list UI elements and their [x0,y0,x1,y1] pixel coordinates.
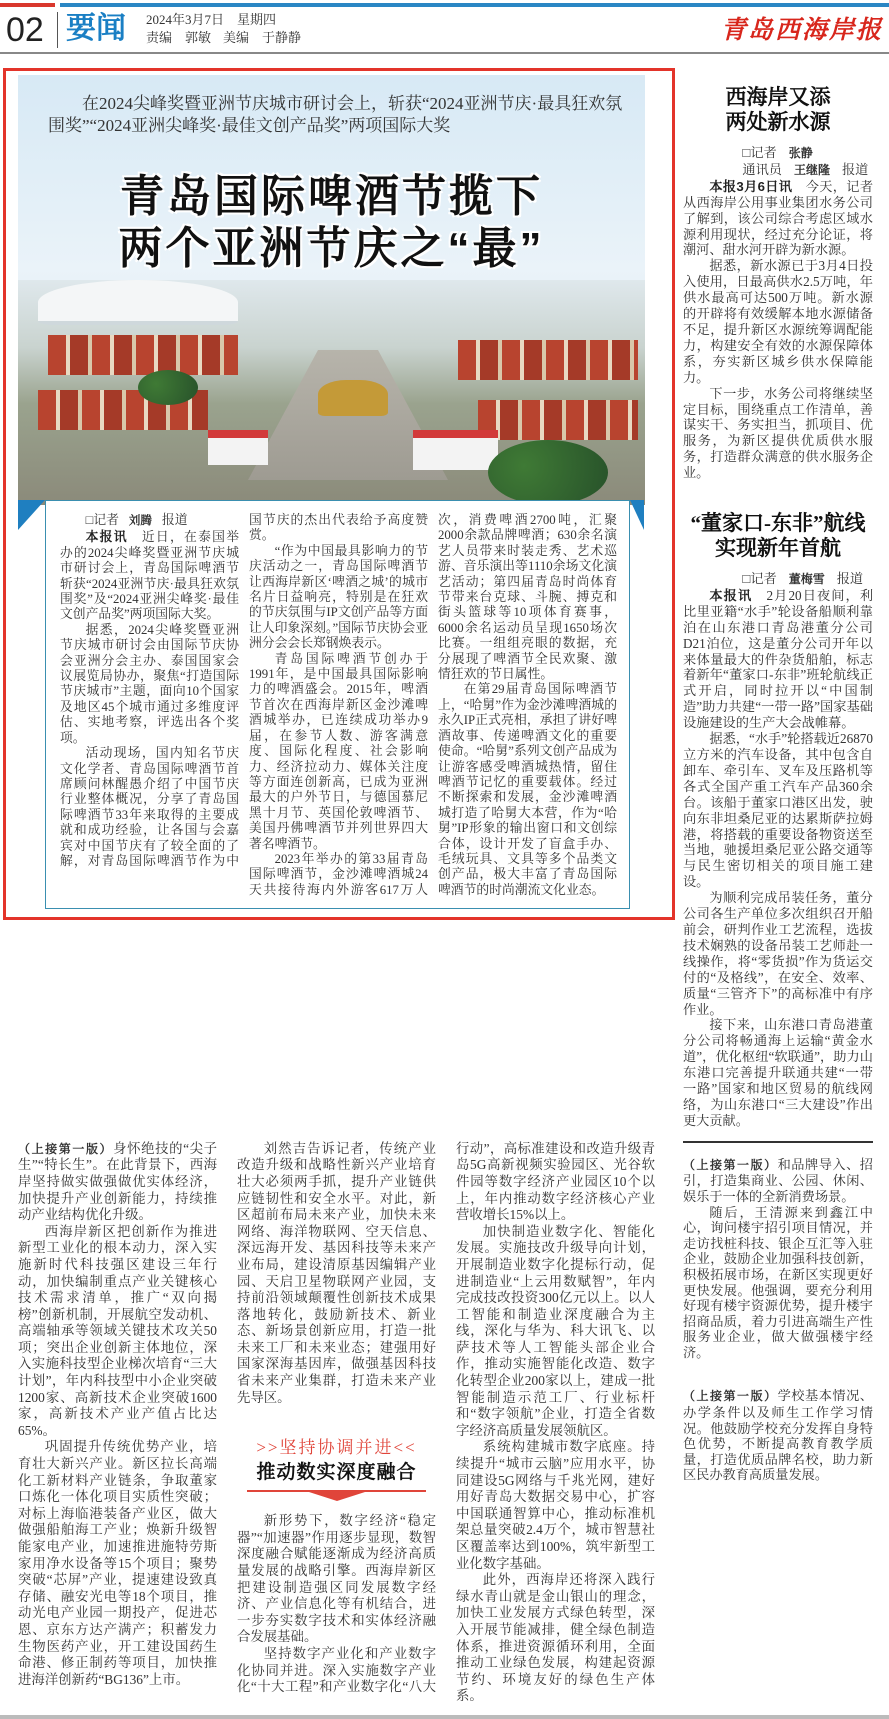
feature-body [60,513,617,898]
paragraph: 据悉，2024尖峰奖暨亚洲节庆城市研讨会由国际节庆协会亚洲分会主办、泰国国家会议展览局协办，聚焦“打造国际节庆城市”主题，面向10个国家及地区45个城市通过多维度评估、实地考察，评选出各个奖项。 [60,622,239,745]
paragraph: 系统构建城市数字底座。持续提升“城市云脑”应用水平，协同建设5G网络与千兆光网，建好用好青岛大数据交易中心，扩容中国联通智算中心，推动标准机架总量突破2.4万个，城市智慧社区覆盖率达到100%，筑牢新型工业化数字基础。 [456,1439,655,1571]
editor: 责编 郭敏 [146,30,212,45]
continued-tag: （上接第一版） [683,1389,778,1404]
byline-prefix: □记者 [742,145,777,160]
section-title: 要闻 [66,12,126,45]
paragraph: 新形势下，数字经济“稳定器”“加速器”作用逐步显现，数智深度融合赋能逐渐成为经济高质量发展的战略引擎。西海岸新区把建设制造强区同发展数字经济、产业信息化等有机结合，进一步夯实数字技术和实体经济融合发展基础。 [237,1513,436,1645]
water-article [683,85,873,481]
paragraph [683,1388,873,1483]
subhead-kicker: >>坚持协调并进<< [256,1438,417,1458]
subhead [237,1436,436,1501]
top-section [3,68,889,1129]
paragraph: 为顺利完成吊装任务，董分公司各生产单位多次组织召开船前会，研判作业工艺流程，选拔技术娴熟的设备吊装工艺师赴一线操作，将“零货损”作为货运交付的“及格线”，在安全、效率、质量“三管齐下”的高标准中有序作业。 [683,890,873,1017]
feature-byline [60,513,239,529]
paragraph-text: 今天，记者从西海岸公用事业集团水务公司了解到，该公司综合考虑区域水源利用现状，经过充分论证，将潮河、甜水河开辟为新水源。 [683,178,874,258]
corner-triangle-left [18,500,45,530]
correspondent-name: 王继隆 [793,162,830,177]
tree-cluster [488,440,608,505]
paragraph: 据悉，新水源已于3月4日投入使用，日最高供水2.5万吨，年供水最高可达500万吨。新水源的开辟将有效缓解本地水源储备不足，提升新区水源统筹调配能力，构建安全有效的水源保障体系，夯实新区城乡供水保障能力。 [683,258,873,385]
feature-headline [18,171,645,275]
roofs-left [48,335,238,375]
issue-date: 2024年3月7日 星期四 [146,12,277,27]
tent-left [208,430,268,465]
dateline: 本报讯 [85,529,128,545]
paragraph: “作为中国最具影响力的节庆活动之一，青岛国际啤酒节让西海岸新区‘啤酒之城’的城市名片日益响亮，特别是在狂欢的节庆氛围与IP文创产品等方面让人印象深刻。”国际节庆协会亚洲分会会长郑钢焕表示。 [249,543,428,651]
paragraph-text: 和品牌导入、招引，打造集商业、公园、休闲、娱乐于一体的全新消费场景。 [683,1156,873,1204]
byline-suffix: 报道 [836,571,864,587]
byline-suffix: 报道 [161,513,188,527]
paragraph: 巩固提升传统优势产业，培育壮大新兴产业。新区拉长高端化工新材料产业链条，争取董家口炼化一体化项目实质性突破；对标上海临港装备产业区，做大做强船舶海工产业；焕新升级智能家电产业，加速推进施特劳斯家用净水设备等15个项目；聚势突破“芯屏”产业，提速建设致真存储、融安光电等18个项目，推动光电产业园一期投产，促进芯恩、京东方达产满产；积蓄发力生物医药产业，开工建设国药生命港、修正制药等项目，加快推进海洋创新药“BG136”上市。 [18,1439,217,1687]
reporter-name: 董梅雪 [788,572,825,587]
paragraph-text: 学校基本情况、办学条件以及师生工作学习情况。他鼓励学校充分发挥自身特色优势，不断提高教育教学质量，打造优质品牌名校，助力新区民办教育高质量发展。 [683,1388,873,1483]
byline-prefix: □记者 [85,513,119,527]
continued-articles [683,1141,873,1483]
paragraph: 青岛国际啤酒节创办于1991年，是中国最具国际影响力的啤酒盛会。2015年，啤酒节首次在西海岸新区金沙滩啤酒城举办，已连续成功举办9届，在参节人数、游客满意度、国际化程度、社会影响力、经济拉动力、媒体关注度等方面连创新高，已成为亚洲最大的户外节日，与德国慕尼黑十月节、英国伦敦啤酒节、美国丹佛啤酒节并列世界四大著名啤酒节。 [249,651,428,851]
water-byline [683,145,873,162]
dateline: 本报3月6日讯 [709,178,793,194]
designer: 美编 于静静 [223,30,302,45]
paragraph [683,588,873,731]
paragraph: 在第29届青岛国际啤酒节上，“哈舅”作为金沙滩啤酒城的永久IP正式亮相，承担了讲好啤酒故事、传递啤酒文化的重要使命。“哈舅”系列文创产品成为让游客感受啤酒城热情，留住啤酒节记忆的重要载体。经过不断探索和发展，金沙滩啤酒城打造了哈舅大本营，作为“哈舅”IP形象的输出窗口和文创综合体，设计开发了盲盒手办、毛绒玩具、文具等多个品类文创产品，极大丰富了青岛国际啤酒节的时尚潮流文化业态。 [438,682,617,897]
page-number: 02 [6,11,44,49]
reporter-name: 刘腾 [128,515,152,527]
paragraph: 据悉，“水手”轮搭载近26870立方米的汽车设备，其中包含自卸车、牵引车、叉车及压路机等各式全国产重工汽车产品360余台。该船于董家口港区出发，驶向东非坦桑尼亚的达累斯萨拉姆港，将搭载的重要设备物资送至当地，驰援坦桑尼亚公路交通等与民生密切相关的项目施工建设。 [683,731,873,890]
paragraph: 接下来，山东港口青岛港董分公司将畅通海上运输“黄金水道”，优化枢纽“软联通”，助力山东港口完善提升联通共建“一带一路”国家和地区贸易的航线网络，为山东港口“三大建设”作出更大贡献。 [683,1017,873,1128]
paragraph: 随后，王清源来到鑫江中心，询问楼宇招引项目情况，并走访找桩科技、银企互汇等入驻企业，鼓励企业加强科技创新，积极拓展市场，在新区实现更好更快发展。他强调，要充分利用好现有楼宇资源优势，提升楼宇招商品质，着力引进高端生产性服务业企业，做大做强楼宇经济。 [683,1204,873,1360]
paragraph: 刘然吉告诉记者，传统产业改造升级和战略性新兴产业培育壮大必须两手抓，提升产业链供应链韧性和安全水平。对此，新区超前布局未来产业，加快未来网络、海洋物联网、空天信息、深远海开发、基因科技等未来产业布局，建设清原基因编辑产业园、天启卫星物联网产业园，支持前沿领域颠覆性创新技术成果落地转化，鼓励新技术、新业态、新场景创新应用，打造一批未来工厂和未来业态；建强用好国家深海基因库，做强基因科技省未来产业集群，打造未来产业先导区。 [237,1140,436,1405]
top-blue-bar [60,3,889,7]
paragraph [60,529,239,622]
shipping-article [683,511,873,1129]
paragraph-text: 近日，在泰国举办的2024尖峰奖暨亚洲节庆城市研讨会上，青岛国际啤酒节斩获“2024亚洲节庆·最具狂欢氛围奖”及“2024亚洲尖峰奖·最佳文创产品奖”两项国际大奖。 [60,530,240,622]
golden-statue [318,380,388,416]
masthead-logo: 青岛西海岸报 [720,17,883,44]
feature-hero [18,75,645,505]
subhead-title: 推动数实深度融合 [256,1462,417,1484]
shipping-title [683,511,873,561]
tree-cluster-2 [138,370,198,405]
continued-tag: （上接第一版） [18,1141,114,1156]
paragraph-text: 2月20日夜间，利比里亚籍“水手”轮设备船顺利靠泊在山东港口青岛港董分公司D21泊位，这是董分公司开年以来体量最大的件杂货船舶，标志着新年“董家口-东非”班轮航线正式开启，同时拉开以“中国制造”助力共建“一带一路”国家基础设施建设的生产大会战帷幕。 [683,587,874,731]
headline-line-2: 两个亚洲节庆之“最” [118,224,545,273]
paragraph: 此外，西海岸还将深入践行绿水青山就是金山银山的理念，加快工业发展方式绿色转型，深入开展节能减排，健全绿色制造体系，推进资源循环利用，全面推动工业绿色发展，构建起资源节约、环境友好的绿色生产体系。 [456,1572,655,1704]
feature-article-wrap [45,500,630,909]
subhead-arrow-icon [309,1492,365,1501]
title-line: “董家口-东非”航线 [690,511,866,536]
title-line: 两处新水源 [725,110,831,134]
headline-line-1: 青岛国际啤酒节揽下 [120,172,543,221]
paragraph: 下一步，水务公司将继续坚定目标，围绕重点工作清单，善谋实干、务实担当，抓项目、优服务，为新区提供优质供水服务，打造群众满意的供水服务企业。 [683,385,873,481]
continued-article-2 [683,1388,873,1483]
water-title [683,85,873,135]
dateline: 本报讯 [709,587,753,603]
paragraph [683,179,873,259]
paragraph: 坚持数字产业化和产业数字化协同并进。深入实施数字产业化“十大工程”和产业数字化“八大行动”，高标准建设和改造升级青岛5G高新视频实验园区、光谷软件园等数字经济产业园区10个以上，年内推动数字经济核心产业营收增长15%以上。 [237,1140,655,1695]
title-line: 西海岸又添 [725,85,831,109]
paragraph-text: 身怀绝技的“尖子生”“特长生”。在此背景下，西海岸坚持做实做强做优实体经济，加快提升产业创新能力，持续推动产业结构优化升级。 [18,1140,217,1223]
feature-subtitle: 在2024尖峰奖暨亚洲节庆城市研讨会上，斩获“2024亚洲节庆·最具狂欢氛围奖”“2024亚洲尖峰奖·最佳文创产品奖”两项国际大奖 [48,94,623,135]
shipping-byline [683,571,873,588]
paragraph [18,1141,217,1224]
industry-article [18,1141,655,1705]
paragraph: 2023年举办的第33届青岛国际啤酒节，金沙滩啤酒城24天共接待海内外游客617万人次，消费啤酒2700吨，汇聚2000余款品牌啤酒；630余名演艺人员带来时装走秀、艺术巡游、音乐演出等1110余场文化演艺活动；第四届青岛时尚体育节带来台克球、斗腕、搏克和街头篮球等10项体育赛事，6000余名运动员呈现1650场次比赛。一组组亮眼的数据，充分展现了啤酒节全民欢聚、激情狂欢的节日属性。 [249,513,617,897]
header-divider [57,12,58,48]
paragraph: 加快制造业数字化、智能化发展。实施技改升级导向计划，开展制造业数字化提标行动，促进制造业“上云用数赋智”，年内完成技改投资300亿元以上。以人工智能和制造业深度融合为主线，深化与华为、科大讯飞、以萨技术等人工智能头部企业合作，推动实施智能化改造、数字化转型企业200家以上，建成一批智能制造示范工厂、行业标杆和“数字领航”企业，打造全省数字经济高质量发展领航区。 [456,1223,655,1438]
stadium-shape [38,280,238,325]
page-bottom-edge [0,1715,889,1719]
feature-frame [3,68,675,920]
byline-suffix: 报道 [841,161,869,177]
feature-article [45,500,630,909]
title-line: 实现新年首航 [715,536,841,561]
paragraph: 活动现场，国内知名节庆文化学者、青岛国际啤酒节首席顾问林醒愚介绍了中国节庆行业整体概况，分享了青岛国际啤酒节33年来取得的主要成就和成功经验，让各国与会嘉宾对中国节庆有了较全面的了解，对青岛国际啤酒节作为中国节庆的杰出代表给予高度赞赏。 [60,513,428,868]
roofs-right-2 [478,400,638,440]
continued-tag: （上接第一版） [683,1157,778,1172]
water-byline-2 [683,162,873,179]
byline-prefix: □记者 [742,571,777,587]
header-rule [0,52,889,54]
reporter-name: 张静 [788,146,813,160]
continued-article-1 [683,1157,873,1361]
issue-meta [146,11,313,47]
corner-triangle-right [630,500,644,530]
top-red-bar [0,3,55,7]
beer-festival-photo [18,280,645,505]
paragraph [683,1157,873,1205]
paragraph: 西海岸新区把创新作为推进新型工业化的根本动力，深入实施新时代科技强区建设三年行动，加快编制重点产业关键核心技术需求清单，推广“双向揭榜”创新机制，开展航空发动机、高端轴承等领域关键技术攻关50项；突出企业创新主体地位，深入实施科技型企业梯次培育“三大计划”，年内科技型中小企业突破1200家、高新技术企业突破1600家，高新技术产业产值占比达65%。 [18,1223,217,1438]
bottom-section [0,1141,889,1705]
right-column [683,80,873,1129]
roofs-right [458,340,638,380]
byline-prefix: 通讯员 [742,161,782,177]
tent-right [413,430,498,470]
